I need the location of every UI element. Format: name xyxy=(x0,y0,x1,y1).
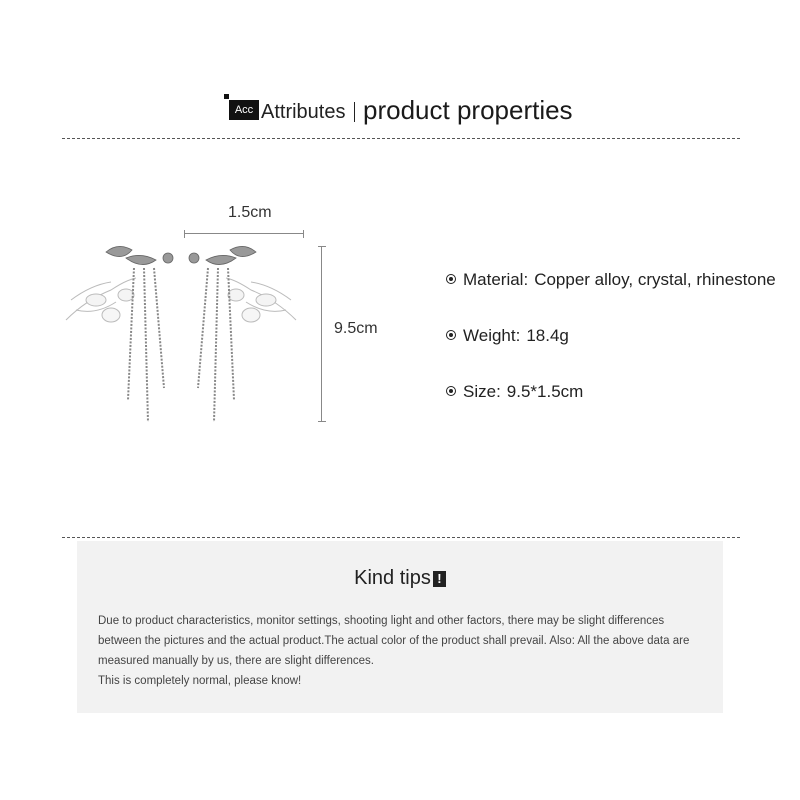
kind-tips-box xyxy=(77,541,723,713)
bullet-icon xyxy=(446,330,456,340)
property-key: Material: xyxy=(463,270,529,289)
bullet-icon xyxy=(446,386,456,396)
page-title: product properties xyxy=(363,95,573,125)
property-key: Size: xyxy=(463,382,501,401)
bullet-icon xyxy=(446,274,456,284)
height-dimension-label: 9.5cm xyxy=(334,320,378,337)
tips-paragraph: This is completely normal, please know! xyxy=(98,675,302,687)
property-size xyxy=(446,380,583,404)
property-value: 18.4g xyxy=(526,326,569,345)
width-dimension-label: 1.5cm xyxy=(228,204,272,221)
property-value: Copper alloy, crystal, rhinestone xyxy=(534,270,776,289)
property-material xyxy=(446,268,776,292)
decor-dot xyxy=(224,94,229,99)
height-dimension-line xyxy=(321,246,322,422)
width-dimension-line xyxy=(184,233,304,234)
property-weight xyxy=(446,324,569,348)
divider-top xyxy=(62,138,740,139)
property-key: Weight: xyxy=(463,326,521,345)
earrings-product-image xyxy=(56,240,306,430)
acc-badge: Acc xyxy=(229,100,259,120)
tips-title: Kind tips xyxy=(354,567,431,589)
divider-bottom xyxy=(62,537,740,538)
title-separator xyxy=(354,102,355,122)
tips-heading xyxy=(77,567,723,590)
warning-icon: ! xyxy=(433,571,446,587)
tips-paragraph: Due to product characteristics, monitor settings, shooting light and other factors, there may be slight differences between the pictures and the actual product.The actual color of the product shall prevail. Also: All the above data are measured manually by us, there are slight differences. xyxy=(98,615,690,667)
tips-text xyxy=(98,611,710,691)
section-header xyxy=(0,92,800,132)
attributes-label: Attributes xyxy=(261,101,346,123)
property-value: 9.5*1.5cm xyxy=(506,382,584,401)
